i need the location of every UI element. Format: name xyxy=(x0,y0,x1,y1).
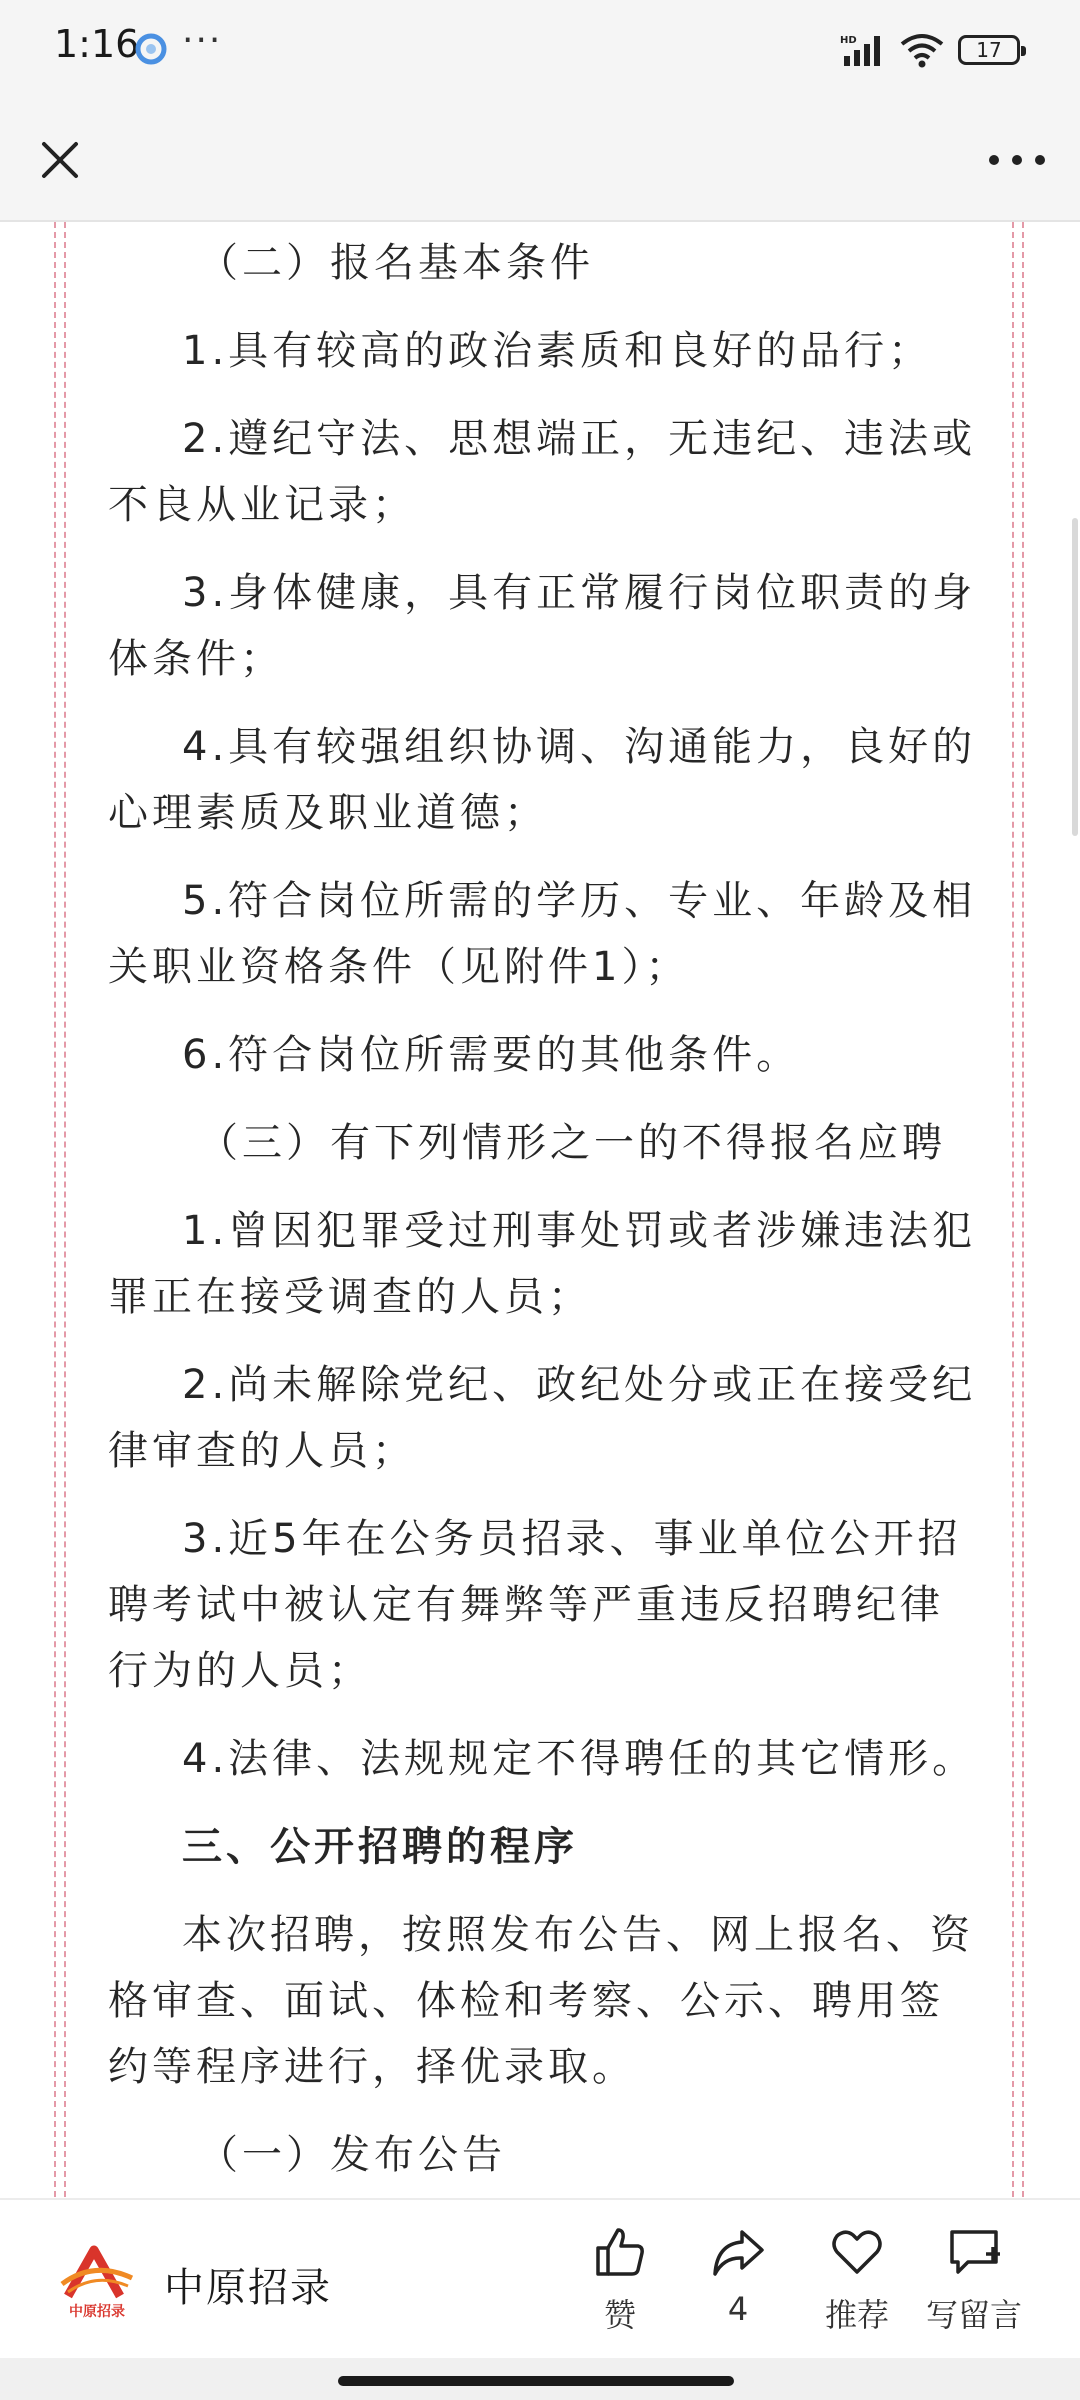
app-notification-icon xyxy=(134,32,168,66)
paragraph: 本次招聘，按照发布公告、网上报名、资格审查、面试、体检和考察、公示、聘用签约等程序进行，择优录取。 xyxy=(108,1912,974,2090)
status-time: 1:16 xyxy=(54,22,140,66)
thumbs-up-icon xyxy=(592,2224,648,2280)
more-icon[interactable] xyxy=(982,130,1052,190)
recommend-label: 推荐 xyxy=(824,2296,889,2334)
system-nav-bar xyxy=(0,2358,1080,2400)
section-heading-procedure: 三、公开招聘的程序 xyxy=(182,1824,578,1870)
article-content xyxy=(108,222,978,2197)
signal-icon xyxy=(838,32,886,68)
like-button[interactable] xyxy=(560,2224,680,2336)
brand-name[interactable]: 中原招录 xyxy=(164,2265,332,2311)
paragraph: 2.尚未解除党纪、政纪处分或正在接受纪律审查的人员； xyxy=(108,1362,977,1474)
frame-border-left-outer xyxy=(54,222,56,2197)
share-button[interactable] xyxy=(678,2224,798,2328)
share-count: 4 xyxy=(727,2290,749,2328)
heart-icon xyxy=(829,2224,885,2280)
like-label: 赞 xyxy=(603,2296,636,2334)
comment-button[interactable] xyxy=(914,2224,1034,2336)
home-indicator[interactable] xyxy=(338,2376,734,2386)
frame-border-right-outer xyxy=(1022,222,1024,2197)
bottom-action-bar xyxy=(0,2198,1080,2360)
sub-heading-conditions: （二）报名基本条件 xyxy=(198,240,594,286)
sub-heading-exclusions: （三）有下列情形之一的不得报名应聘 xyxy=(198,1120,946,1166)
recommend-button[interactable] xyxy=(797,2224,917,2336)
wifi-icon xyxy=(900,32,944,68)
paragraph: 1.具有较高的政治素质和良好的品行； xyxy=(182,328,933,374)
svg-text:HD: HD xyxy=(840,35,857,46)
paragraph: 3.近5年在公务员招录、事业单位公开招聘考试中被认定有舞弊等严重违反招聘纪律行为的人员； xyxy=(108,1516,962,1694)
paragraph: 4.法律、法规规定不得聘任的其它情形。 xyxy=(182,1736,977,1782)
battery-icon: 17 xyxy=(958,35,1020,65)
share-icon xyxy=(710,2224,766,2280)
frame-border-right-inner xyxy=(1012,222,1014,2197)
paragraph: 2.遵纪守法、思想端正，无违纪、违法或不良从业记录； xyxy=(108,416,977,528)
brand-logo-text: 中原招录 xyxy=(69,2304,125,2320)
sub-heading-announcement: （一）发布公告 xyxy=(198,2132,506,2178)
comment-label: 写留言 xyxy=(925,2296,1022,2334)
status-overflow-dots: ··· xyxy=(182,20,223,61)
paragraph: 5.符合岗位所需的学历、专业、年龄及相关职业资格条件（见附件1）； xyxy=(108,878,977,990)
status-bar xyxy=(0,0,1080,100)
article-header xyxy=(0,100,1080,222)
close-icon[interactable] xyxy=(30,130,90,190)
frame-border-left-inner xyxy=(64,222,66,2197)
paragraph: 6.符合岗位所需要的其他条件。 xyxy=(182,1032,801,1078)
article-body[interactable] xyxy=(0,222,1080,2197)
status-indicators xyxy=(838,28,1020,72)
paragraph: 4.具有较强组织协调、沟通能力，良好的心理素质及职业道德； xyxy=(108,724,977,836)
paragraph: 1.曾因犯罪受过刑事处罚或者涉嫌违法犯罪正在接受调查的人员； xyxy=(108,1208,977,1320)
scrollbar-thumb[interactable] xyxy=(1072,518,1078,836)
brand-logo[interactable] xyxy=(58,2244,136,2322)
comment-plus-icon xyxy=(946,2224,1002,2280)
paragraph: 3.身体健康，具有正常履行岗位职责的身体条件； xyxy=(108,570,977,682)
